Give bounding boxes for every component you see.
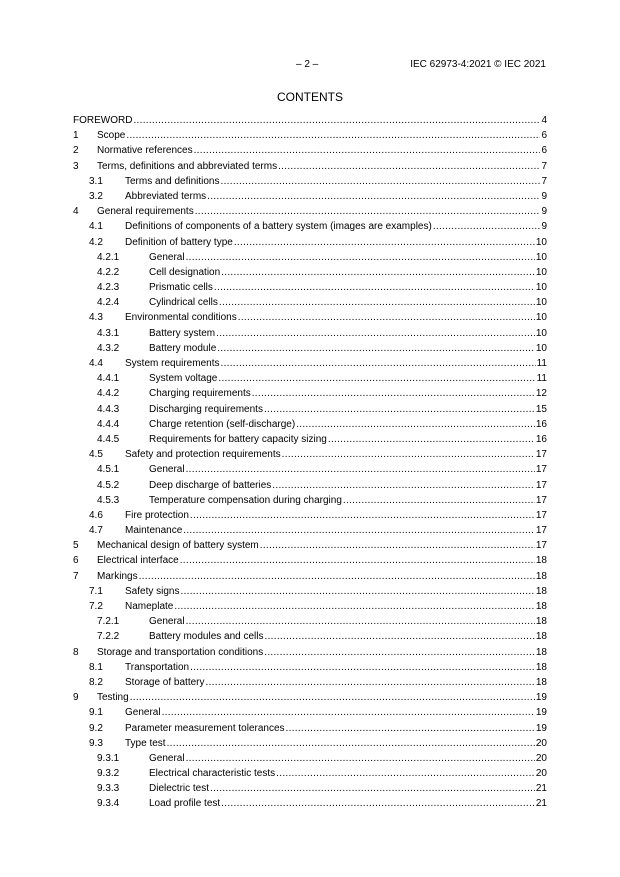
- toc-entry-page: 17: [535, 464, 547, 476]
- toc-entry[interactable]: [73, 235, 547, 250]
- toc-entry-title: Battery system: [149, 327, 216, 339]
- toc-entry[interactable]: [73, 523, 547, 538]
- toc-entry-number: 9.2: [89, 722, 103, 734]
- toc-entry-title: Environmental conditions: [125, 312, 237, 324]
- toc-dot-leader: [264, 402, 535, 417]
- toc-entry-page: 17: [535, 479, 547, 491]
- toc-dot-leader: [183, 523, 535, 538]
- toc-entry-number: 7.1: [89, 585, 103, 597]
- toc-dot-leader: [343, 493, 535, 508]
- toc-entry-page: 18: [535, 646, 547, 658]
- toc-entry-number: 4.5.1: [97, 464, 120, 476]
- toc-dot-leader: [194, 143, 541, 158]
- toc-entry[interactable]: [73, 356, 547, 371]
- toc-dot-leader: [278, 159, 540, 174]
- toc-entry-page: 7: [541, 160, 547, 172]
- toc-entry[interactable]: [73, 326, 547, 341]
- toc-entry-title: Terms and definitions: [125, 175, 220, 187]
- toc-entry-title: Cell designation: [149, 266, 221, 278]
- toc-dot-leader: [264, 645, 535, 660]
- toc-entry[interactable]: [73, 462, 547, 477]
- toc-entry[interactable]: [73, 493, 547, 508]
- toc-entry-page: 19: [535, 692, 547, 704]
- toc-dot-leader: [206, 675, 535, 690]
- toc-entry-page: 10: [535, 327, 547, 339]
- toc-entry-title: Charging requirements: [149, 388, 251, 400]
- toc-dot-leader: [265, 629, 535, 644]
- toc-dot-leader: [167, 736, 535, 751]
- toc-entry-page: 20: [535, 737, 547, 749]
- toc-entry-title: Maintenance: [125, 525, 183, 537]
- toc-entry-number: 7: [73, 570, 79, 582]
- toc-entry-page: 18: [535, 555, 547, 567]
- toc-entry[interactable]: [73, 204, 547, 219]
- toc-dot-leader: [276, 766, 535, 781]
- toc-entry-title: Safety and protection requirements: [125, 449, 281, 461]
- toc-dot-leader: [190, 660, 535, 675]
- toc-entry[interactable]: [73, 113, 547, 128]
- toc-entry-title: General: [149, 752, 185, 764]
- toc-entry-page: 11: [536, 358, 547, 369]
- toc-entry-page: 17: [535, 449, 547, 461]
- toc-entry-number: 4.4: [89, 358, 103, 369]
- toc-dot-leader: [252, 386, 535, 401]
- toc-entry[interactable]: [73, 417, 547, 432]
- toc-entry[interactable]: [73, 721, 547, 736]
- toc-entry[interactable]: [73, 371, 547, 386]
- toc-entry-number: 4.4.3: [97, 403, 120, 415]
- toc-entry-page: 16: [535, 418, 547, 430]
- toc-entry-number: 3.1: [89, 175, 103, 187]
- toc-dot-leader: [195, 204, 541, 219]
- toc-dot-leader: [260, 538, 535, 553]
- toc-entry-page: 4: [541, 115, 547, 126]
- toc-entry[interactable]: [73, 128, 547, 143]
- toc-entry[interactable]: [73, 645, 547, 660]
- toc-entry-title: Discharging requirements: [149, 403, 263, 415]
- toc-dot-leader: [130, 690, 535, 705]
- toc-entry-title: System requirements: [125, 358, 220, 369]
- toc-entry-title: Charge retention (self-discharge): [149, 418, 296, 430]
- toc-entry-page: 17: [535, 525, 547, 537]
- toc-entry-number: 3.2: [89, 190, 103, 202]
- toc-entry-page: 9: [541, 190, 547, 202]
- toc-entry-title: Testing: [97, 692, 129, 704]
- toc-entry-number: 9.1: [89, 707, 103, 719]
- toc-entry-number: 4.3.1: [97, 327, 120, 339]
- toc-entry-page: 18: [535, 570, 547, 582]
- toc-dot-leader: [214, 280, 535, 295]
- toc-entry-number: 8: [73, 646, 79, 658]
- toc-entry-page: 20: [535, 752, 547, 764]
- toc-dot-leader: [328, 432, 535, 447]
- toc-entry-number: 2: [73, 145, 79, 157]
- toc-entry-title: Electrical interface: [97, 555, 179, 567]
- toc-entry-number: 5: [73, 540, 79, 552]
- toc-entry-page: 18: [535, 585, 547, 597]
- toc-entry[interactable]: [73, 599, 547, 614]
- toc-entry-number: 4.2.1: [97, 251, 120, 263]
- toc-entry-page: 21: [535, 783, 547, 795]
- toc-entry[interactable]: [73, 159, 547, 174]
- toc-entry-number: 4.6: [89, 509, 103, 521]
- toc-entry-page: 21: [535, 798, 547, 810]
- toc-entry[interactable]: [73, 265, 547, 280]
- toc-entry[interactable]: [73, 250, 547, 265]
- toc-entry-page: 20: [535, 768, 547, 780]
- toc-dot-leader: [190, 508, 535, 523]
- toc-entry-number: 9.3.1: [97, 752, 120, 764]
- toc-entry-title: Storage of battery: [125, 676, 205, 688]
- toc-dot-leader: [282, 447, 535, 462]
- toc-entry-title: Transportation: [125, 661, 190, 673]
- toc-entry-number: 4.4.2: [97, 388, 120, 400]
- toc-entry[interactable]: [73, 614, 547, 629]
- toc-entry-title: General: [149, 616, 185, 628]
- toc-entry[interactable]: [73, 690, 547, 705]
- toc-entry-page: 19: [535, 707, 547, 719]
- toc-entry-number: 9: [73, 692, 79, 704]
- toc-entry-number: 4.7: [89, 525, 103, 537]
- page-number: – 2 –: [296, 59, 319, 70]
- toc-dot-leader: [139, 569, 535, 584]
- toc-entry[interactable]: [73, 478, 547, 493]
- toc-dot-leader: [217, 341, 535, 356]
- toc-dot-leader: [234, 235, 535, 250]
- toc-entry[interactable]: [73, 781, 547, 796]
- toc-dot-leader: [186, 250, 535, 265]
- toc-entry-number: 4.2.3: [97, 282, 120, 294]
- toc-entry-number: 9.3.4: [97, 798, 120, 810]
- toc-entry-title: Definition of battery type: [125, 236, 233, 248]
- toc-entry-page: 17: [535, 540, 547, 552]
- toc-entry-title: Fire protection: [125, 509, 189, 521]
- toc-entry[interactable]: [73, 189, 547, 204]
- page-header: [0, 59, 620, 73]
- toc-entry[interactable]: [73, 341, 547, 356]
- toc-entry-title: Markings: [97, 570, 138, 582]
- toc-entry[interactable]: [73, 386, 547, 401]
- toc-entry[interactable]: [73, 219, 547, 234]
- toc-entry-number: 1: [73, 130, 79, 142]
- toc-dot-leader: [220, 356, 535, 371]
- toc-entry-title: Scope: [97, 130, 126, 142]
- toc-entry[interactable]: [73, 629, 547, 644]
- toc-entry-number: 4.2.4: [97, 297, 120, 309]
- toc-entry[interactable]: [73, 174, 547, 189]
- toc-entry-title: Battery module: [149, 342, 217, 354]
- toc-entry-number: 8.2: [89, 676, 103, 688]
- toc-entry[interactable]: [73, 447, 547, 462]
- toc-dot-leader: [210, 781, 535, 796]
- toc-entry-title: Battery modules and cells: [149, 631, 264, 643]
- toc-entry-page: 17: [535, 494, 547, 506]
- toc-entry-title: General requirements: [97, 206, 194, 218]
- toc-entry-page: 10: [535, 236, 547, 248]
- toc-entry-page: 18: [535, 631, 547, 643]
- toc-dot-leader: [286, 721, 535, 736]
- toc-entry-page: 16: [535, 433, 547, 445]
- toc-dot-leader: [218, 371, 535, 386]
- standard-reference: IEC 62973-4:2021 © IEC 2021: [410, 59, 546, 70]
- toc-entry-title: Mechanical design of battery system: [97, 540, 259, 552]
- toc-dot-leader: [272, 478, 535, 493]
- toc-entry-title: Storage and transportation conditions: [97, 646, 264, 658]
- toc-entry[interactable]: [73, 538, 547, 553]
- toc-entry-title: General: [149, 251, 185, 263]
- toc-entry-page: 18: [535, 661, 547, 673]
- toc-entry-title: Prismatic cells: [149, 282, 213, 294]
- toc-dot-leader: [216, 326, 535, 341]
- toc-entry-page: 6: [541, 130, 547, 142]
- toc-entry-number: 4: [73, 206, 79, 218]
- toc-entry-title: Temperature compensation during charging: [149, 494, 342, 506]
- toc-entry-page: 10: [535, 251, 547, 263]
- toc-entry-number: 4.5.3: [97, 494, 120, 506]
- toc-entry-page: 10: [535, 297, 547, 309]
- toc-dot-leader: [162, 705, 535, 720]
- toc-dot-leader: [174, 599, 535, 614]
- toc-entry-number: 4.1: [89, 221, 103, 233]
- toc-entry[interactable]: [73, 705, 547, 720]
- toc-entry-title: Normative references: [97, 145, 193, 157]
- toc-dot-leader: [180, 584, 534, 599]
- toc-entry-page: 10: [535, 282, 547, 294]
- toc-entry-number: 9.3.3: [97, 783, 120, 795]
- toc-entry[interactable]: [73, 569, 547, 584]
- toc-dot-leader: [433, 219, 541, 234]
- toc-entry-number: 4.3.2: [97, 342, 120, 354]
- toc-entry[interactable]: [73, 660, 547, 675]
- toc-entry-page: 15: [535, 403, 547, 415]
- toc-entry-title: Deep discharge of batteries: [149, 479, 272, 491]
- toc-entry-number: 4.4.1: [97, 373, 120, 385]
- toc-entry-page: 10: [535, 342, 547, 354]
- toc-dot-leader: [186, 462, 535, 477]
- toc-entry[interactable]: [73, 295, 547, 310]
- toc-entry-title: FOREWORD: [73, 115, 133, 126]
- toc-entry-number: 4.4.5: [97, 433, 120, 445]
- table-of-contents: [73, 113, 547, 812]
- toc-entry-title: Electrical characteristic tests: [149, 768, 276, 780]
- toc-entry-title: General: [149, 464, 185, 476]
- toc-entry[interactable]: [73, 796, 547, 811]
- toc-entry-page: 12: [535, 388, 547, 400]
- toc-entry-title: Dielectric test: [149, 783, 210, 795]
- toc-entry[interactable]: [73, 508, 547, 523]
- toc-entry-page: 10: [535, 312, 547, 324]
- toc-entry-page: 6: [541, 145, 547, 157]
- toc-entry-page: 17: [535, 509, 547, 521]
- contents-title: CONTENTS: [277, 90, 343, 104]
- toc-dot-leader: [126, 128, 540, 143]
- toc-entry-title: Terms, definitions and abbreviated terms: [97, 160, 278, 172]
- toc-entry-title: Cylindrical cells: [149, 297, 218, 309]
- toc-entry-title: Requirements for battery capacity sizing: [149, 433, 327, 445]
- toc-entry-number: 3: [73, 160, 79, 172]
- toc-dot-leader: [186, 751, 535, 766]
- toc-entry-page: 9: [541, 221, 547, 233]
- toc-dot-leader: [207, 189, 540, 204]
- toc-entry[interactable]: [73, 736, 547, 751]
- toc-dot-leader: [221, 265, 535, 280]
- toc-entry-title: Nameplate: [125, 601, 174, 612]
- toc-entry-page: 18: [535, 676, 547, 688]
- toc-entry-number: 4.5.2: [97, 479, 120, 491]
- toc-dot-leader: [296, 417, 535, 432]
- toc-entry-title: System voltage: [149, 373, 218, 385]
- toc-entry-page: 7: [541, 175, 547, 187]
- toc-entry-page: 18: [535, 601, 547, 612]
- toc-dot-leader: [186, 614, 535, 629]
- toc-entry-number: 7.2.2: [97, 631, 120, 643]
- toc-entry[interactable]: [73, 751, 547, 766]
- toc-entry-title: Type test: [125, 737, 166, 749]
- toc-entry-title: Abbreviated terms: [125, 190, 207, 202]
- toc-entry-page: 11: [536, 373, 547, 385]
- toc-dot-leader: [219, 295, 535, 310]
- toc-entry[interactable]: [73, 402, 547, 417]
- toc-entry-number: 7.2.1: [97, 616, 120, 628]
- toc-entry-page: 9: [541, 206, 547, 218]
- toc-dot-leader: [238, 310, 535, 325]
- toc-entry-page: 18: [535, 616, 547, 628]
- toc-entry-page: 19: [535, 722, 547, 734]
- toc-entry-title: Safety signs: [125, 585, 180, 597]
- toc-dot-leader: [221, 174, 541, 189]
- toc-entry-number: 6: [73, 555, 79, 567]
- toc-entry-number: 4.2: [89, 236, 103, 248]
- toc-entry[interactable]: [73, 310, 547, 325]
- toc-entry-title: Definitions of components of a battery system (images are examples): [125, 221, 432, 233]
- toc-entry-number: 4.5: [89, 449, 103, 461]
- toc-entry-title: General: [125, 707, 161, 719]
- toc-entry[interactable]: [73, 432, 547, 447]
- toc-dot-leader: [133, 113, 540, 128]
- toc-entry-number: 9.3.2: [97, 768, 120, 780]
- toc-entry-page: 10: [535, 266, 547, 278]
- toc-dot-leader: [180, 553, 535, 568]
- toc-entry[interactable]: [73, 675, 547, 690]
- toc-entry[interactable]: [73, 280, 547, 295]
- toc-entry-title: Load profile test: [149, 798, 221, 810]
- toc-entry[interactable]: [73, 766, 547, 781]
- toc-entry-number: 8.1: [89, 661, 103, 673]
- toc-entry-number: 4.4.4: [97, 418, 120, 430]
- toc-dot-leader: [221, 796, 535, 811]
- toc-entry-number: 4.2.2: [97, 266, 120, 278]
- toc-entry[interactable]: [73, 584, 547, 599]
- toc-entry-number: 7.2: [89, 601, 103, 612]
- toc-entry[interactable]: [73, 143, 547, 158]
- toc-entry-number: 9.3: [89, 737, 103, 749]
- toc-entry-number: 4.3: [89, 312, 103, 324]
- toc-entry-title: Parameter measurement tolerances: [125, 722, 285, 734]
- toc-entry[interactable]: [73, 553, 547, 568]
